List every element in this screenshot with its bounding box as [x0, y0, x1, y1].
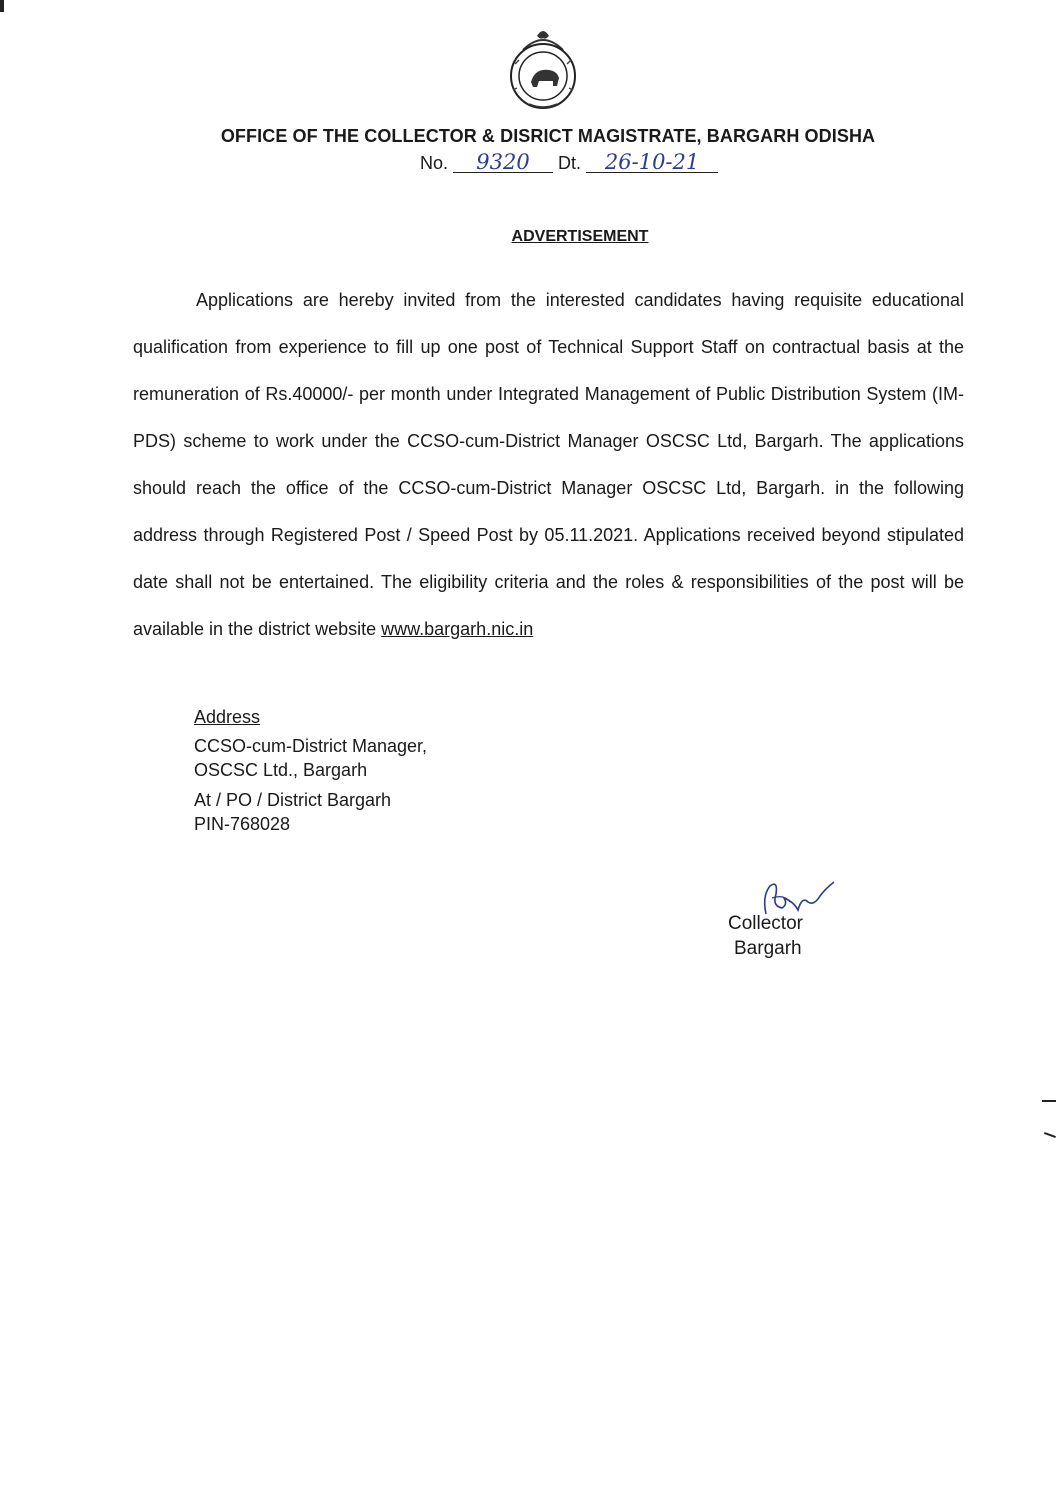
office-title: OFFICE OF THE COLLECTOR & DISRICT MAGISTRATE, BARGARH ODISHA [220, 126, 876, 146]
signature-block [728, 911, 803, 961]
ref-date-value: 26-10-21 [586, 152, 718, 173]
address-line-3: At / PO / District Bargarh [194, 790, 392, 810]
address-line-4: PIN-768028 [194, 814, 291, 834]
ref-date-label: Dt. [558, 153, 582, 173]
signatory-place: Bargarh [734, 938, 802, 959]
reference-line [420, 152, 718, 174]
scan-edge-mark [1044, 1132, 1056, 1138]
signatory-designation: Collector [728, 913, 803, 934]
body-paragraph [133, 277, 964, 653]
advertisement-heading: ADVERTISEMENT [511, 228, 649, 245]
ref-no-value: 9320 [453, 152, 553, 173]
scan-edge-mark [0, 0, 4, 12]
district-website-link[interactable]: www.bargarh.nic.in [381, 619, 534, 639]
advertisement-body [133, 277, 964, 653]
address-label: Address [194, 707, 261, 727]
scan-edge-mark [1042, 1100, 1056, 1102]
odisha-emblem-seal [493, 24, 593, 110]
body-paragraph-text: Applications are hereby invited from the interested candidates having requisite educational qualification from experience to fill up one post of Technical Support Staff on contractual basis at the remuneration of Rs.40000/- per month under Integrated Management of Public Distribution System (IM-PDS) scheme to work under the CCSO-cum-District Manager OSCSC Ltd, Bargarh. The applications should reach the office of the CCSO-cum-District Manager OSCSC Ltd, Bargarh. in the following address through Registered Post / Speed Post by 05.11.2021. Applications received beyond stipulated date shall not be entertained. The eligibility criteria and the roles & responsibilities of the post will be available in the district website [133, 290, 964, 639]
address-line-2: OSCSC Ltd., Bargarh [194, 760, 368, 780]
address-line-1: CCSO-cum-District Manager, [194, 736, 428, 756]
address-block [194, 705, 427, 836]
ref-no-label: No. [420, 153, 449, 173]
